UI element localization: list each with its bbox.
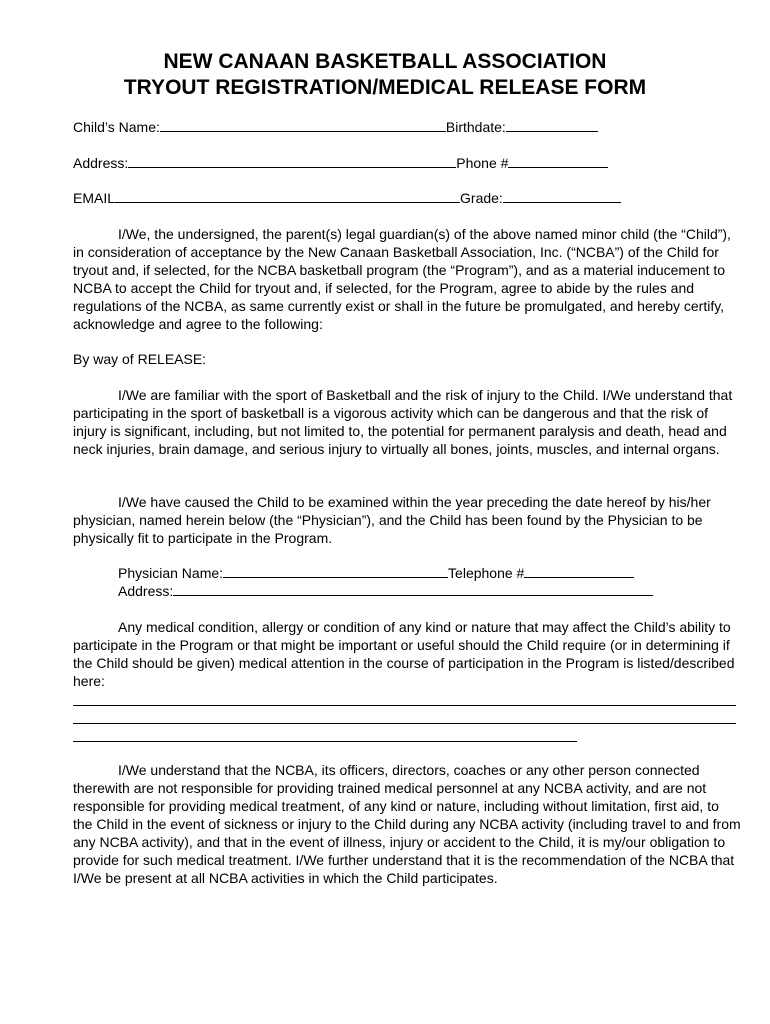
grade-label: Grade:: [460, 190, 503, 206]
form-title-line-2: TRYOUT REGISTRATION/MEDICAL RELEASE FORM: [123, 76, 647, 99]
phone-field[interactable]: [508, 154, 608, 168]
form-title-line-1: NEW CANAAN BASKETBALL ASSOCIATION: [163, 50, 607, 73]
medical-description-line-3[interactable]: [73, 741, 577, 742]
physician-name-field[interactable]: [223, 564, 448, 578]
telephone-label: Telephone #: [448, 565, 525, 581]
birthdate-field[interactable]: [506, 118, 598, 132]
address-field[interactable]: [128, 154, 456, 168]
email-field[interactable]: [115, 189, 460, 203]
address-label: Address:: [73, 155, 129, 171]
examined-paragraph: I/We have caused the Child to be examined within the year preceding the date hereof by his/her physician, named herein below (the “Physician”), and the Child has been found by the Physician to be physically fit to participate in the Program.: [73, 494, 711, 546]
child-name-field[interactable]: [160, 118, 446, 132]
child-name-row: [73, 118, 598, 136]
birthdate-label: Birthdate:: [445, 119, 506, 135]
child-name-label: Child’s Name:: [73, 119, 160, 135]
email-row: [73, 189, 621, 207]
medical-paragraph: Any medical condition, allergy or condition of any kind or nature that may affect the Child’s ability to participate in the Program or that might be important or useful should the Child require (or in determining if the Child should be given) medical attention in the course of participation in the Program is listed/described here:: [73, 619, 735, 689]
medical-description-line-1[interactable]: [73, 705, 736, 706]
physician-address-field[interactable]: [173, 582, 653, 596]
address-row: [73, 154, 608, 172]
grade-field[interactable]: [503, 189, 621, 203]
medical-description-line-2[interactable]: [73, 723, 736, 724]
phone-label: Phone #: [456, 155, 509, 171]
email-label: EMAIL: [73, 190, 116, 206]
physician-name-label: Physician Name:: [118, 565, 224, 581]
responsibility-paragraph: I/We understand that the NCBA, its officers, directors, coaches or any other person connected therewith are not responsible for providing trained medical personnel at any NCBA activity, and are not responsible for providing medical treatment, of any kind or nature, including without limitation, first aid, to the Child in the event of sickness or injury to the Child during any NCBA activity (including travel to and from any NCBA activity), and that in the event of illness, injury or accident to the Child, it is my/our obligation to provide for such medical treatment. I/We further understand that it is the recommendation of the NCBA that I/We be present at all NCBA activities in which the Child participates.: [73, 762, 741, 886]
physician-address-label: Address:: [118, 583, 174, 599]
release-heading: By way of RELEASE:: [73, 351, 207, 367]
familiar-paragraph: I/We are familiar with the sport of Basketball and the risk of injury to the Child. I/We understand that participating in the sport of basketball is a vigorous activity which can be dangerous and that the risk of injury is significant, including, but not limited to, the potential for permanent paralysis and death, head and neck injuries, brain damage, and serious injury to virtually all bones, joints, muscles, and internal organs.: [73, 387, 733, 457]
physician-address-row: [118, 582, 653, 600]
intro-paragraph: I/We, the undersigned, the parent(s) legal guardian(s) of the above named minor child (the “Child”), in consideration of acceptance by the New Canaan Basketball Association, Inc. (“NCBA”) of the Child for tryout and, if selected, for the NCBA basketball program (the “Program”), and as a material inducement to NCBA to accept the Child for tryout and, if selected, for the Program, agree to abide by the rules and regulations of the NCBA, as same currently exist or shall in the future be promulgated, and hereby certify, acknowledge and agree to the following:: [73, 226, 731, 332]
telephone-field[interactable]: [524, 564, 634, 578]
physician-name-row: [118, 564, 634, 582]
